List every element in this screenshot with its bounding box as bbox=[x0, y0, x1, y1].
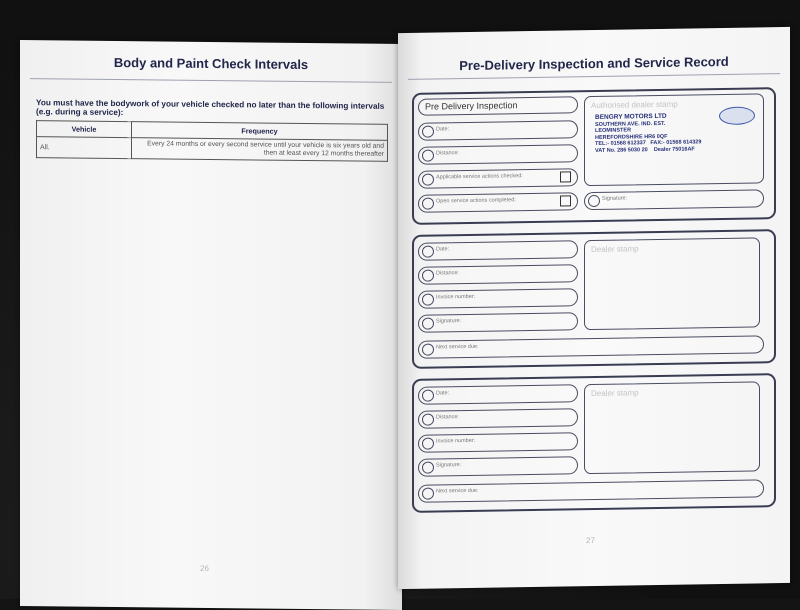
service1-signature-field[interactable]: Signature: bbox=[418, 312, 578, 333]
radio-icon bbox=[422, 318, 434, 330]
radio-icon bbox=[588, 195, 600, 207]
title-rule bbox=[30, 78, 392, 83]
service1-invoice-field[interactable]: Invoice number: bbox=[418, 288, 578, 309]
pdi-panel bbox=[412, 87, 776, 225]
radio-icon bbox=[422, 344, 434, 356]
right-page bbox=[398, 27, 790, 589]
radio-icon bbox=[422, 270, 434, 282]
interval-table bbox=[36, 120, 388, 162]
service1-distance-field[interactable]: Distance: bbox=[418, 264, 578, 285]
pdi-service-checked-field[interactable]: Applicable service actions checked: bbox=[418, 168, 578, 189]
radio-icon bbox=[422, 126, 434, 138]
pdi-heading: Pre Delivery Inspection bbox=[418, 96, 578, 116]
page-number-left: 26 bbox=[200, 563, 209, 573]
radio-icon bbox=[422, 488, 434, 500]
service-record-panel-2 bbox=[412, 373, 776, 513]
table-row bbox=[37, 137, 388, 162]
page-number-right: 27 bbox=[586, 535, 595, 546]
service1-next-service-field[interactable]: Next service due: bbox=[418, 335, 764, 358]
pdi-distance-field[interactable]: Distance: bbox=[418, 144, 578, 165]
table-cell-frequency: Every 24 months or every second service until your vehicle is six years old and then at least every 12 months thereafter bbox=[132, 138, 388, 162]
ford-logo-icon bbox=[719, 106, 755, 125]
radio-icon bbox=[422, 438, 434, 450]
service1-date-field[interactable]: Date: bbox=[418, 240, 578, 261]
authorised-dealer-stamp: Authorised dealer stamp BENGRY MOTORS LTD SOUTHERN AVE. IND. EST. LEOMINSTER HEREFORDSHIRE HR6 0QF TEL:- 01568 612337 FAX:- 01568 614329 VAT No. 286 5030 20 Dealer 75016AF bbox=[584, 93, 764, 186]
table-cell-vehicle: All. bbox=[37, 137, 132, 159]
dealer-stamp-box-2: Dealer stamp bbox=[584, 381, 760, 474]
radio-icon bbox=[422, 294, 434, 306]
radio-icon bbox=[422, 150, 434, 162]
service-record-panel-1 bbox=[412, 229, 776, 369]
radio-icon bbox=[422, 174, 434, 186]
left-page-title: Body and Paint Check Intervals bbox=[113, 54, 309, 73]
checkbox[interactable] bbox=[560, 171, 571, 182]
pdi-signature-field[interactable]: Signature: bbox=[584, 189, 764, 210]
radio-icon bbox=[422, 198, 434, 210]
dealer-stamp-ink: BENGRY MOTORS LTD SOUTHERN AVE. IND. EST. LEOMINSTER HEREFORDSHIRE HR6 0QF TEL:- 01568 612337 FAX:- 01568 614329 VAT No. 286 5030 20 Dealer 75016AF bbox=[595, 112, 702, 154]
title-rule-right bbox=[408, 73, 780, 80]
service2-signature-field[interactable]: Signature: bbox=[418, 456, 578, 477]
radio-icon bbox=[422, 462, 434, 474]
service2-invoice-field[interactable]: Invoice number: bbox=[418, 432, 578, 453]
right-page-title: Pre-Delivery Inspection and Service Record bbox=[459, 53, 729, 74]
radio-icon bbox=[422, 390, 434, 402]
table-header-vehicle: Vehicle bbox=[37, 121, 132, 138]
dealer-stamp-box-1: Dealer stamp bbox=[584, 237, 760, 330]
service-booklet bbox=[14, 30, 790, 578]
radio-icon bbox=[422, 246, 434, 258]
intro-text: You must have the bodywork of your vehicle checked no later than the following intervals (e.g. during a service): bbox=[36, 98, 385, 118]
service2-date-field[interactable]: Date: bbox=[418, 384, 578, 405]
pdi-date-field[interactable]: Date: bbox=[418, 120, 578, 141]
left-page bbox=[20, 40, 402, 610]
pdi-open-actions-field[interactable]: Open service actions completed: bbox=[418, 192, 578, 213]
service2-distance-field[interactable]: Distance: bbox=[418, 408, 578, 429]
service2-next-service-field[interactable]: Next service due: bbox=[418, 479, 764, 502]
table-header-frequency: Frequency bbox=[132, 122, 388, 141]
radio-icon bbox=[422, 414, 434, 426]
checkbox[interactable] bbox=[560, 195, 571, 206]
